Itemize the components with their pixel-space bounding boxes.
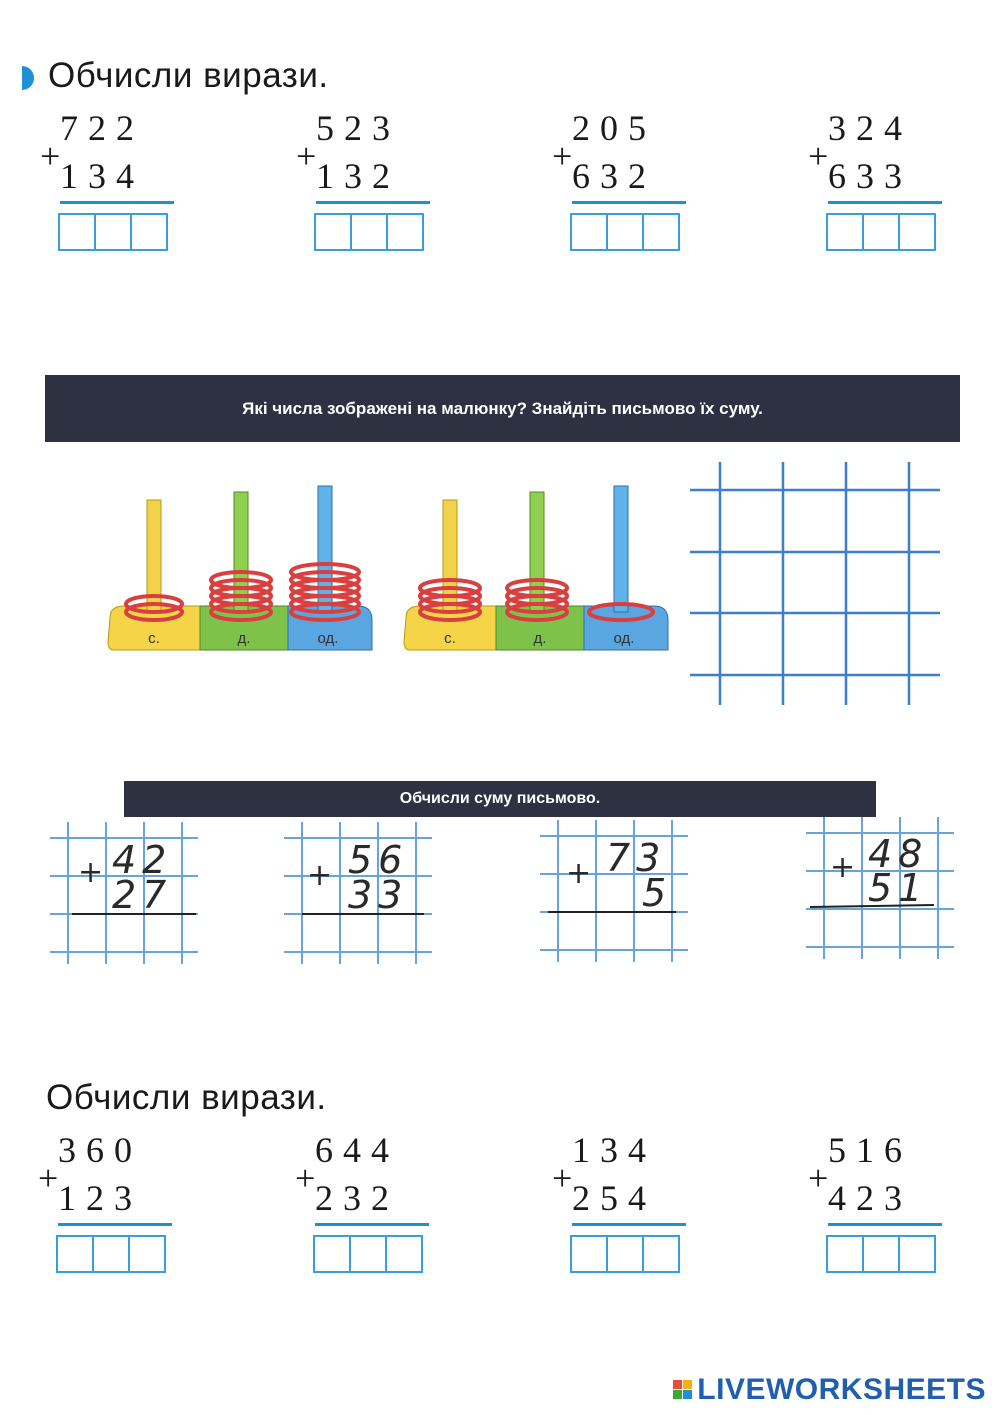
plus-sign: + [552, 136, 573, 176]
logo-icon [673, 1380, 693, 1400]
answer-box[interactable] [92, 1235, 130, 1273]
addend-bottom: 632 [572, 156, 656, 196]
liveworksheets-logo [673, 1373, 986, 1407]
addition-problem [552, 1130, 702, 1277]
plus-sign: + [566, 856, 592, 891]
sum-line [572, 1223, 686, 1226]
abacus-illustration [396, 478, 676, 663]
addend-bottom: 132 [316, 156, 400, 196]
plus-sign: + [78, 855, 104, 890]
section4-heading: Обчисли вирази. [46, 1078, 327, 1117]
sum-line [60, 201, 174, 204]
hundreds-label: с. [148, 630, 160, 647]
addend-top: 523 [316, 108, 400, 148]
answer-box[interactable] [642, 1235, 680, 1273]
answer-box[interactable] [826, 1235, 864, 1273]
plus-sign: + [808, 1158, 829, 1198]
answer-box[interactable] [386, 213, 424, 251]
answer-boxes [570, 213, 680, 251]
answer-box[interactable] [94, 213, 132, 251]
answer-box[interactable] [570, 1235, 608, 1273]
answer-box[interactable] [128, 1235, 166, 1273]
addend-top: 360 [58, 1130, 142, 1170]
answer-boxes [826, 213, 936, 251]
addition-problem [38, 1130, 188, 1277]
answer-boxes [826, 1235, 936, 1273]
addition-problem [552, 108, 702, 255]
plus-sign: + [307, 858, 333, 893]
answer-box[interactable] [313, 1235, 351, 1273]
addition-problem [808, 1130, 958, 1277]
addend-bottom: 254 [572, 1178, 656, 1218]
ones-label: од. [613, 630, 635, 647]
answer-boxes [314, 213, 424, 251]
answer-box[interactable] [56, 1235, 94, 1273]
answer-box[interactable] [570, 213, 608, 251]
addend-bottom: 123 [58, 1178, 142, 1218]
sum-line [572, 201, 686, 204]
answer-boxes [58, 213, 168, 251]
answer-box[interactable] [826, 213, 864, 251]
tens-label: д. [237, 630, 251, 647]
answer-boxes [570, 1235, 680, 1273]
plus-sign: + [830, 850, 856, 885]
sum-line [316, 201, 430, 204]
answer-boxes [56, 1235, 166, 1273]
answer-grid[interactable] [690, 460, 945, 708]
answer-box[interactable] [349, 1235, 387, 1273]
tens-label: д. [533, 630, 547, 647]
answer-box[interactable] [606, 1235, 644, 1273]
section2-banner: Які числа зображені на малюнку? Знайдіть письмово їх суму. [45, 375, 960, 442]
addend-top: 73 [606, 836, 667, 880]
brand-name: LIVEWORKSHEETS [697, 1373, 986, 1406]
sum-line [828, 201, 942, 204]
addend-bottom: 51 [868, 866, 929, 910]
addend-bottom: 423 [828, 1178, 912, 1218]
answer-box[interactable] [314, 213, 352, 251]
abacus-illustration [100, 478, 380, 663]
answer-box[interactable] [58, 213, 96, 251]
sum-line [315, 1223, 429, 1226]
answer-box[interactable] [385, 1235, 423, 1273]
answer-boxes [313, 1235, 423, 1273]
addend-top: 48 [868, 832, 929, 876]
answer-box[interactable] [862, 213, 900, 251]
section3-banner: Обчисли суму письмово. [124, 781, 876, 817]
addend-top: 134 [572, 1130, 656, 1170]
answer-box[interactable] [606, 213, 644, 251]
answer-box[interactable] [642, 213, 680, 251]
addition-problem [40, 108, 190, 255]
hundreds-label: с. [444, 630, 456, 647]
addend-top: 205 [572, 108, 656, 148]
plus-sign: + [552, 1158, 573, 1198]
addend-top: 324 [828, 108, 912, 148]
addend-top: 722 [60, 108, 144, 148]
answer-box[interactable] [130, 213, 168, 251]
addition-problem [808, 108, 958, 255]
answer-box[interactable] [898, 1235, 936, 1273]
addend-bottom: 33 [348, 873, 409, 917]
plus-sign: + [295, 1158, 316, 1198]
addend-top: 516 [828, 1130, 912, 1170]
answer-box[interactable] [350, 213, 388, 251]
sum-line [58, 1223, 172, 1226]
plus-sign: + [296, 136, 317, 176]
sum-line [828, 1223, 942, 1226]
section-marker [22, 66, 34, 90]
addend-top: 644 [315, 1130, 399, 1170]
section1-heading: Обчисли вирази. [48, 56, 329, 95]
addition-problem [296, 108, 446, 255]
plus-sign: + [38, 1158, 59, 1198]
addend-top: 56 [348, 838, 409, 882]
addend-bottom: 27 [112, 873, 173, 917]
ones-label: од. [317, 630, 339, 647]
addend-bottom: 5 [642, 871, 673, 915]
addend-bottom: 134 [60, 156, 144, 196]
addend-bottom: 633 [828, 156, 912, 196]
answer-box[interactable] [862, 1235, 900, 1273]
answer-box[interactable] [898, 213, 936, 251]
plus-sign: + [40, 136, 61, 176]
addition-problem [295, 1130, 445, 1277]
addend-bottom: 232 [315, 1178, 399, 1218]
plus-sign: + [808, 136, 829, 176]
addend-top: 42 [112, 838, 173, 882]
